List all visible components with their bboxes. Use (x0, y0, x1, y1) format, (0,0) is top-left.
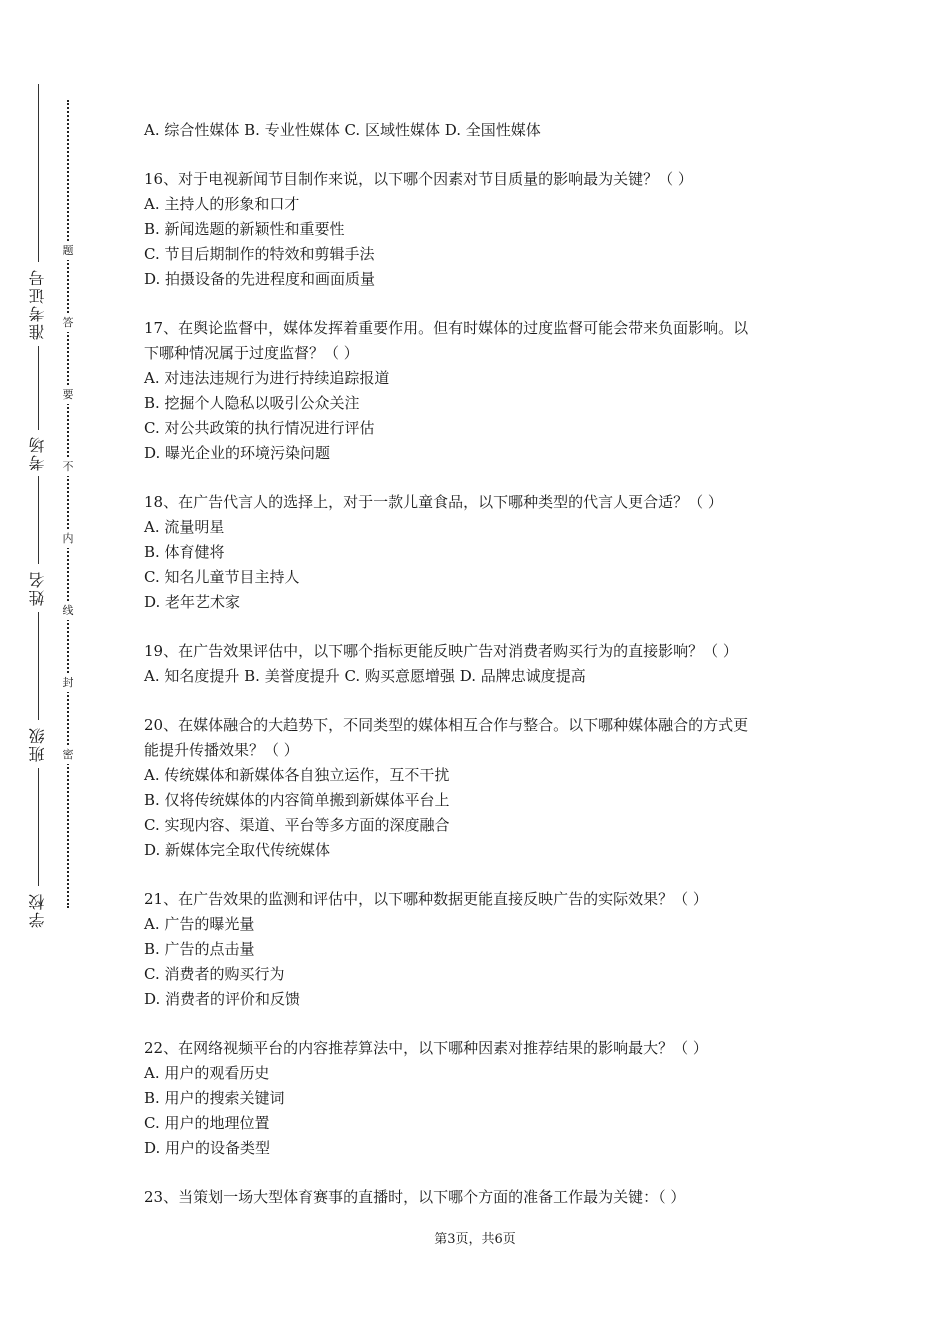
option-b: B. 体育健将 (144, 543, 225, 561)
option-a: A. 主持人的形象和口才 (144, 195, 300, 213)
question-stem: 20、在媒体融合的大趋势下，不同类型的媒体相互合作与整合。以下哪种媒体融合的方式更 (144, 716, 749, 734)
question-stem: 16、对于电视新闻节目制作来说，以下哪个因素对节目质量的影响最为关键？（ ） (144, 170, 693, 188)
option-a: A. 广告的曝光量 (144, 915, 255, 933)
field-label-name: 姓名 (28, 570, 47, 606)
seal-char: 不 (60, 458, 76, 476)
seal-dotted-line (67, 100, 69, 908)
field-label-school: 学校 (28, 892, 47, 928)
option-b: B. 仅将传统媒体的内容简单搬到新媒体平台上 (144, 791, 450, 809)
option-c: C. 节目后期制作的特效和剪辑手法 (144, 245, 375, 263)
option-c: C. 知名儿童节目主持人 (144, 568, 300, 586)
option-c: C. 消费者的购买行为 (144, 965, 285, 983)
option-c: C. 用户的地理位置 (144, 1114, 270, 1132)
question-stem: 18、在广告代言人的选择上，对于一款儿童食品，以下哪种类型的代言人更合适？（ ） (144, 493, 723, 511)
binding-margin (0, 0, 90, 1344)
field-label-class: 班级 (28, 726, 47, 762)
field-label-exam-number: 准考证号 (28, 268, 47, 340)
option-d: D. 曝光企业的环境污染问题 (144, 444, 331, 462)
option-d: D. 拍摄设备的先进程度和画面质量 (144, 270, 376, 288)
option-b: B. 新闻选题的新颖性和重要性 (144, 220, 345, 238)
question-stem: 23、当策划一场大型体育赛事的直播时，以下哪个方面的准备工作最为关键：（ ） (144, 1188, 686, 1206)
seal-char: 要 (60, 386, 76, 404)
binding-line (38, 476, 39, 564)
seal-char: 封 (60, 674, 76, 692)
question-stem-cont: 下哪种情况属于过度监督？（ ） (144, 344, 359, 362)
option-c: C. 对公共政策的执行情况进行评估 (144, 419, 375, 437)
question-stem-cont: 能提升传播效果？（ ） (144, 741, 299, 759)
option-a: A. 对违法违规行为进行持续追踪报道 (144, 369, 390, 387)
field-label-exam-room: 考场 (28, 435, 47, 471)
seal-char: 内 (60, 530, 76, 548)
seal-char: 线 (60, 602, 76, 620)
question-options-inline: A. 知名度提升 B. 美誉度提升 C. 购买意愿增强 D. 品牌忠诚度提高 (144, 667, 586, 685)
question-stem: 21、在广告效果的监测和评估中，以下哪种数据更能直接反映广告的实际效果？（ ） (144, 890, 708, 908)
binding-line (38, 768, 39, 886)
option-c: C. 实现内容、渠道、平台等多方面的深度融合 (144, 816, 450, 834)
seal-char: 答 (60, 314, 76, 332)
option-d: D. 老年艺术家 (144, 593, 241, 611)
question-options-inline: A. 综合性媒体 B. 专业性媒体 C. 区域性媒体 D. 全国性媒体 (144, 121, 541, 139)
binding-line (38, 84, 39, 262)
binding-line (38, 612, 39, 720)
question-stem: 19、在广告效果评估中，以下哪个指标更能反映广告对消费者购买行为的直接影响？（ ） (144, 642, 738, 660)
seal-char: 题 (60, 242, 76, 260)
option-a: A. 传统媒体和新媒体各自独立运作，互不干扰 (144, 766, 450, 784)
question-stem: 17、在舆论监督中，媒体发挥着重要作用。但有时媒体的过度监督可能会带来负面影响。以 (144, 319, 749, 337)
option-d: D. 新媒体完全取代传统媒体 (144, 841, 331, 859)
option-a: A. 用户的观看历史 (144, 1064, 270, 1082)
option-b: B. 广告的点击量 (144, 940, 255, 958)
option-d: D. 消费者的评价和反馈 (144, 990, 301, 1008)
page-footer: 第3页，共6页 (434, 1232, 516, 1247)
seal-char: 密 (60, 746, 76, 764)
question-list (144, 118, 824, 1210)
option-b: B. 用户的搜索关键词 (144, 1089, 285, 1107)
option-b: B. 挖掘个人隐私以吸引公众关注 (144, 394, 360, 412)
binding-line (38, 346, 39, 430)
option-a: A. 流量明星 (144, 518, 225, 536)
option-d: D. 用户的设备类型 (144, 1139, 271, 1157)
question-stem: 22、在网络视频平台的内容推荐算法中，以下哪种因素对推荐结果的影响最大？（ ） (144, 1039, 708, 1057)
